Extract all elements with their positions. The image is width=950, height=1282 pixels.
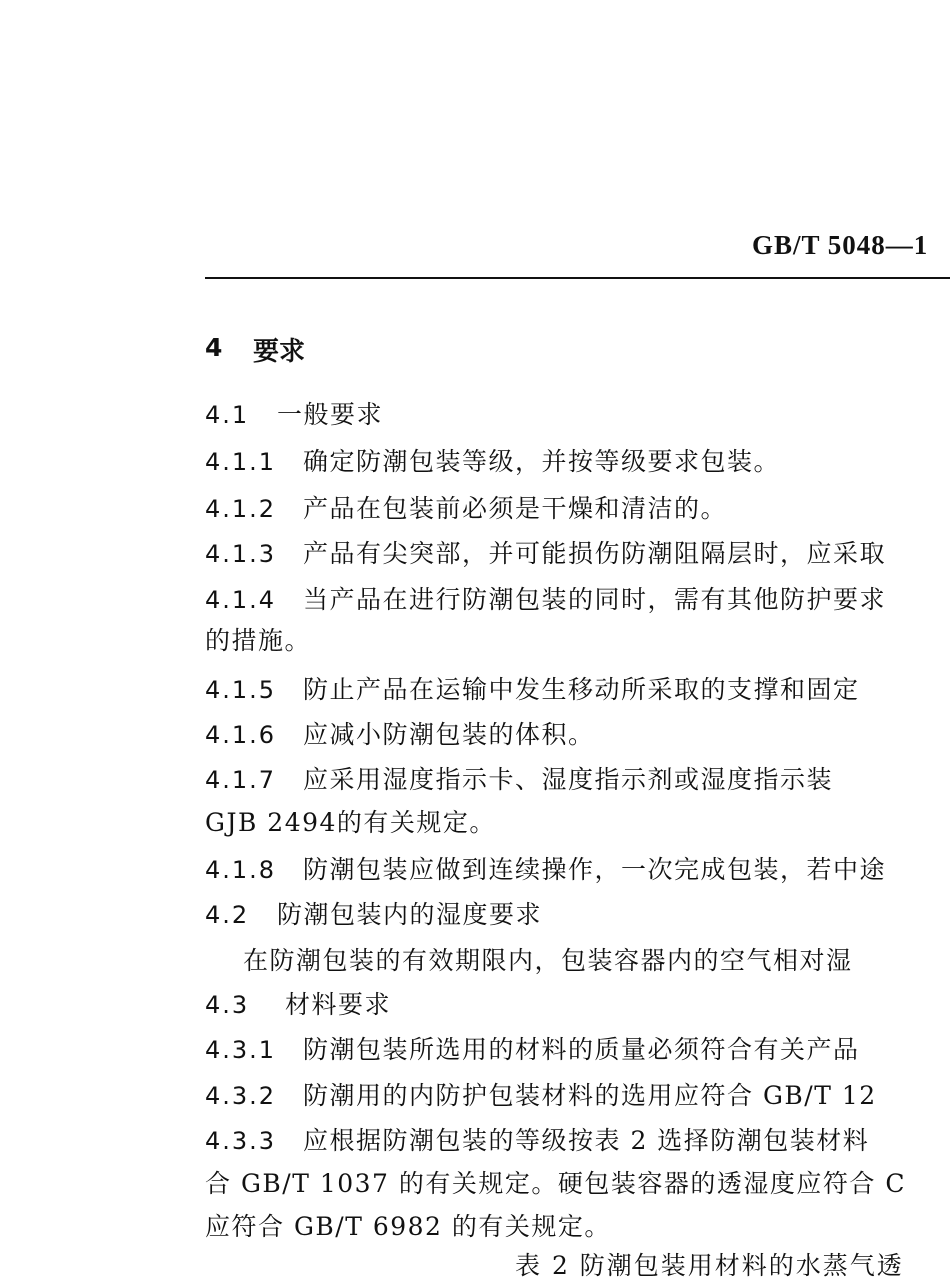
- clause-number: 4.1.7: [205, 766, 277, 794]
- clause-4-1-2: [205, 492, 727, 526]
- clause-text: GJB 2494的有关规定。: [205, 808, 496, 837]
- clause-continuation: [205, 1210, 611, 1244]
- clause-text: 防潮包装应做到连续操作，一次完成包装，若中途: [303, 855, 887, 884]
- clause-4-1-6: [205, 718, 595, 752]
- clause-number: 4.1.2: [205, 495, 277, 523]
- clause-4-1-8: [205, 853, 886, 887]
- clause-text: 的措施。: [205, 626, 312, 655]
- clause-text: 防潮用的内防护包装材料的选用应符合 GB/T 12: [303, 1081, 877, 1110]
- clause-number: 4.1.3: [205, 540, 277, 568]
- clause-text: 应符合 GB/T 6982 的有关规定。: [205, 1212, 611, 1241]
- clause-4-1-5: [205, 673, 860, 707]
- clause-text: 防止产品在运输中发生移动所采取的支撑和固定: [303, 675, 860, 704]
- clause-continuation: [205, 1167, 906, 1201]
- clause-text: 应减小防潮包装的体积。: [303, 720, 595, 749]
- clause-4-3: [205, 988, 391, 1022]
- header-rule: [205, 277, 950, 279]
- clause-4-1: [205, 398, 383, 432]
- section-number: 4: [205, 333, 223, 362]
- clause-text: 防潮包装内的湿度要求: [277, 900, 543, 929]
- clause-paragraph: [243, 944, 853, 978]
- clause-4-1-1: [205, 445, 780, 479]
- clause-4-2: [205, 898, 542, 932]
- clause-text: 应采用湿度指示卡、湿度指示剂或湿度指示装: [303, 765, 834, 794]
- clause-text: 一般要求: [277, 400, 384, 429]
- clause-text: 产品在包装前必须是干燥和清洁的。: [303, 494, 728, 523]
- clause-text: 确定防潮包装等级，并按等级要求包装。: [303, 447, 781, 476]
- clause-4-1-7: [205, 763, 833, 797]
- clause-number: 4.3.2: [205, 1082, 277, 1110]
- clause-text: 产品有尖突部，并可能损伤防潮阻隔层时，应采取: [303, 539, 887, 568]
- clause-number: 4.1.8: [205, 856, 277, 884]
- clause-text: 当产品在进行防潮包装的同时，需有其他防护要求: [303, 585, 887, 614]
- clause-number: 4.1: [205, 401, 250, 429]
- clause-number: 4.1.4: [205, 586, 277, 614]
- standard-code: GB/T 5048—1: [752, 230, 929, 260]
- clause-4-3-3: [205, 1124, 869, 1158]
- clause-4-1-3: [205, 537, 886, 571]
- clause-number: 4.3.1: [205, 1036, 277, 1064]
- clause-4-3-1: [205, 1033, 860, 1067]
- clause-number: 4.1.6: [205, 721, 277, 749]
- clause-text: 应根据防潮包装的等级按表 2 选择防潮包装材料: [303, 1126, 870, 1155]
- clause-continuation: [205, 806, 496, 840]
- clause-4-1-4: [205, 583, 886, 617]
- clause-text: 在防潮包装的有效期限内，包装容器内的空气相对湿: [243, 946, 853, 975]
- section-title: 要求: [253, 337, 306, 367]
- clause-continuation: [205, 624, 311, 658]
- clause-4-3-2: [205, 1079, 877, 1113]
- clause-text: 材料要求: [285, 990, 392, 1019]
- table-caption: 表 2 防潮包装用材料的水蒸气透: [515, 1251, 904, 1280]
- clause-number: 4.1.5: [205, 676, 277, 704]
- clause-number: 4.3.3: [205, 1127, 277, 1155]
- clause-text: 防潮包装所选用的材料的质量必须符合有关产品: [303, 1035, 860, 1064]
- clause-number: 4.3: [205, 991, 250, 1019]
- clause-number: 4.1.1: [205, 448, 277, 476]
- clause-text: 合 GB/T 1037 的有关规定。硬包装容器的透湿度应符合 C: [205, 1169, 906, 1198]
- clause-number: 4.2: [205, 901, 250, 929]
